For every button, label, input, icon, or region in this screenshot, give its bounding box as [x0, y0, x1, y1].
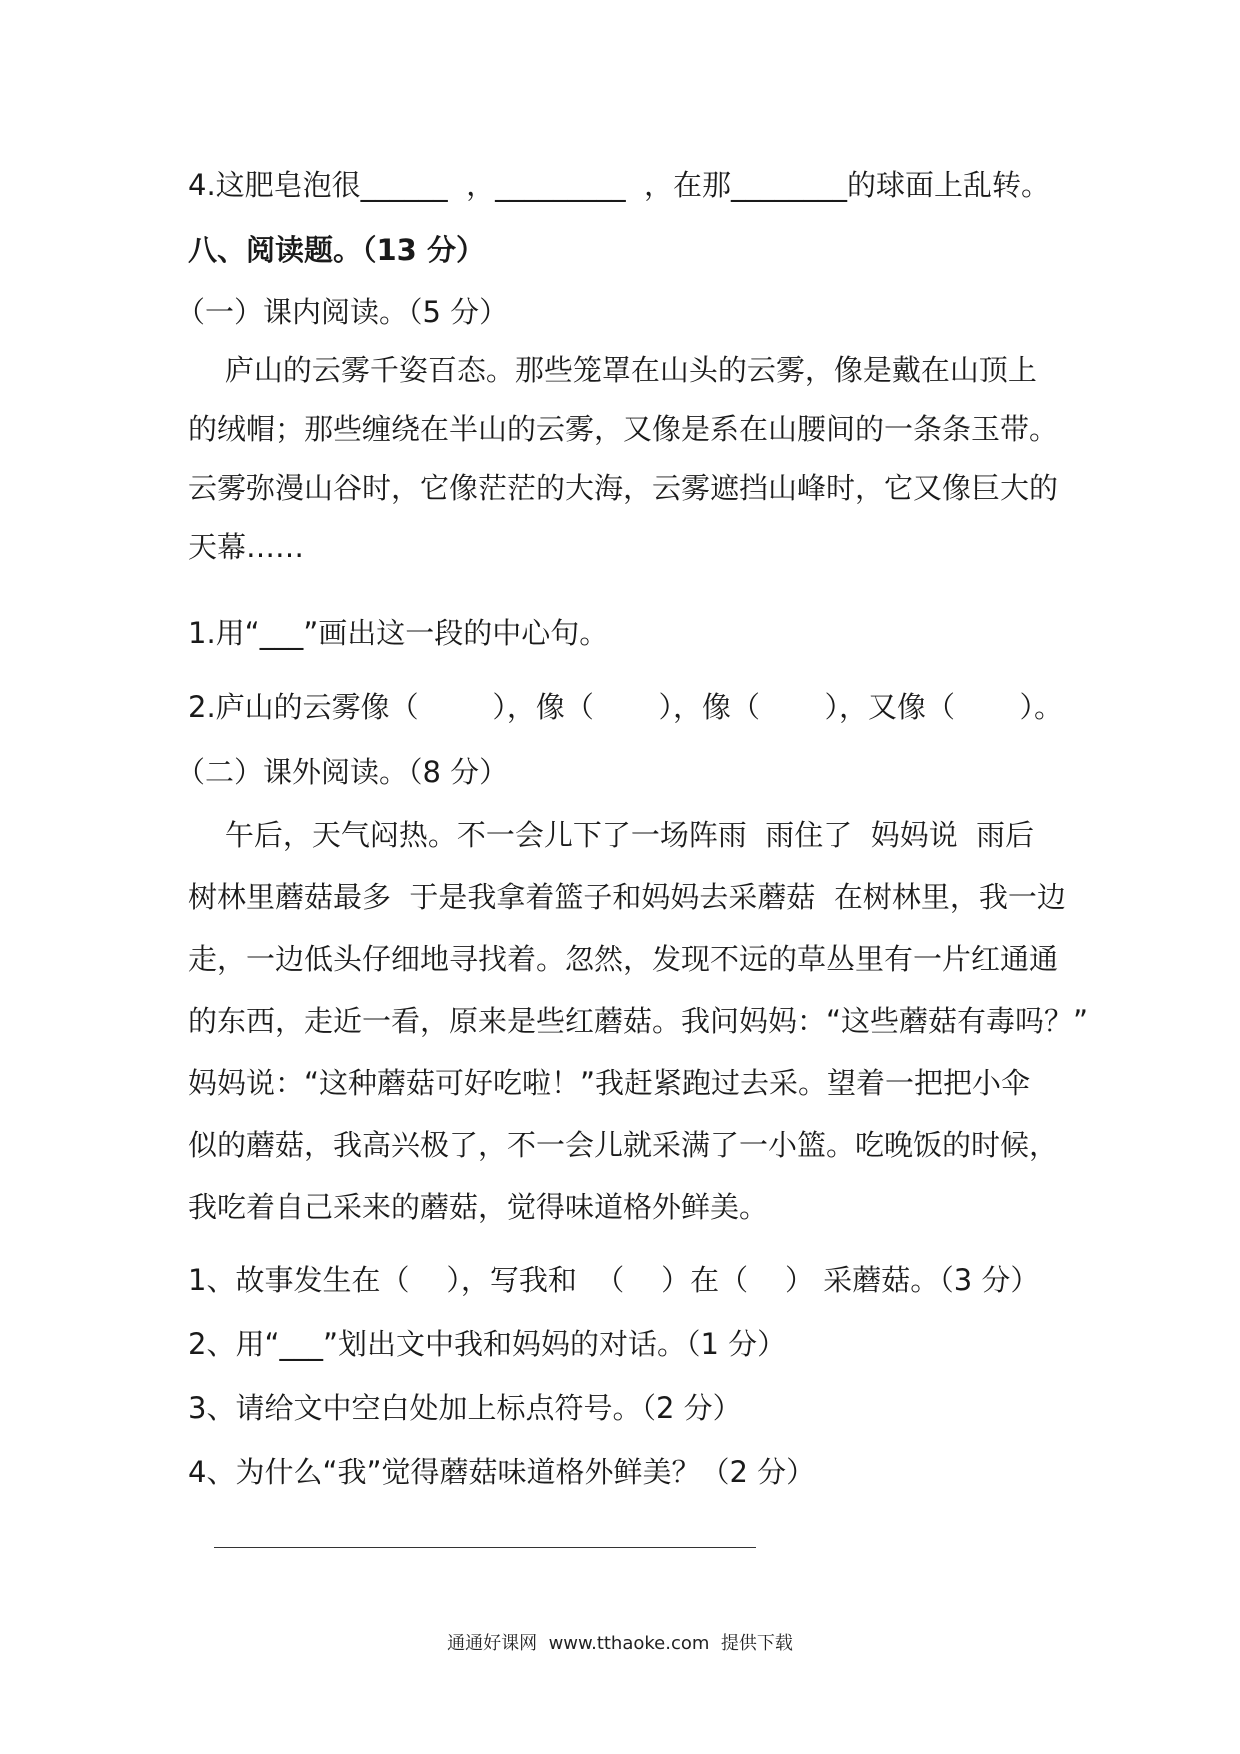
- fill-blank-question-4: 4.这肥皂泡很______ ，_________ ，在那________的球面上乱转。: [188, 168, 1051, 202]
- part2-passage-line: 午后，天气闷热。不一会儿下了一场阵雨 雨住了 妈妈说 雨后: [188, 818, 1035, 852]
- part2-question-2: 2、用“___”划出文中我和妈妈的对话。（1 分）: [188, 1327, 787, 1361]
- part2-heading: （二）课外阅读。（8 分）: [176, 755, 509, 789]
- page-footer: 通通好课网 www.tthaoke.com 提供下载: [447, 1633, 793, 1654]
- part2-question-4: 4、为什么“我”觉得蘑菇味道格外鲜美？（2 分）: [188, 1455, 816, 1489]
- part1-question-1: 1.用“___”画出这一段的中心句。: [188, 616, 609, 650]
- part1-passage-line: 庐山的云雾千姿百态。那些笼罩在山头的云雾，像是戴在山顶上: [188, 353, 1037, 387]
- part1-passage-line: 云雾弥漫山谷时，它像茫茫的大海，云雾遮挡山峰时，它又像巨大的: [188, 471, 1059, 505]
- part2-passage-line: 走，一边低头仔细地寻找着。忽然，发现不远的草丛里有一片红通通: [188, 942, 1059, 976]
- section-heading-reading: 八、阅读题。（13 分）: [188, 233, 485, 267]
- part1-passage-line: 天幕……: [188, 530, 305, 564]
- part2-passage-line: 妈妈说：“这种蘑菇可好吃啦！”我赶紧跑过去采。望着一把把小伞: [188, 1066, 1031, 1100]
- part2-passage-line: 我吃着自己采来的蘑菇，觉得味道格外鲜美。: [188, 1190, 769, 1224]
- part1-passage-line: 的绒帽；那些缠绕在半山的云雾，又像是系在山腰间的一条条玉带。: [188, 412, 1059, 446]
- part2-question-1: 1、故事发生在（ ），写我和 （ ）在（ ） 采蘑菇。（3 分）: [188, 1263, 1040, 1297]
- answer-line: [214, 1547, 756, 1548]
- part2-passage-line: 似的蘑菇，我高兴极了，不一会儿就采满了一小篮。吃晚饭的时候，: [188, 1128, 1059, 1162]
- part2-passage-line: 树林里蘑菇最多 于是我拿着篮子和妈妈去采蘑菇 在树林里，我一边: [188, 880, 1066, 914]
- part2-passage-line: 的东西，走近一看，原来是些红蘑菇。我问妈妈：“这些蘑菇有毒吗？”: [188, 1004, 1089, 1038]
- part1-heading: （一）课内阅读。（5 分）: [176, 295, 509, 329]
- part2-question-3: 3、请给文中空白处加上标点符号。（2 分）: [188, 1391, 742, 1425]
- part1-question-2: 2.庐山的云雾像（ ），像（ ），像（ ），又像（ ）。: [188, 690, 1063, 724]
